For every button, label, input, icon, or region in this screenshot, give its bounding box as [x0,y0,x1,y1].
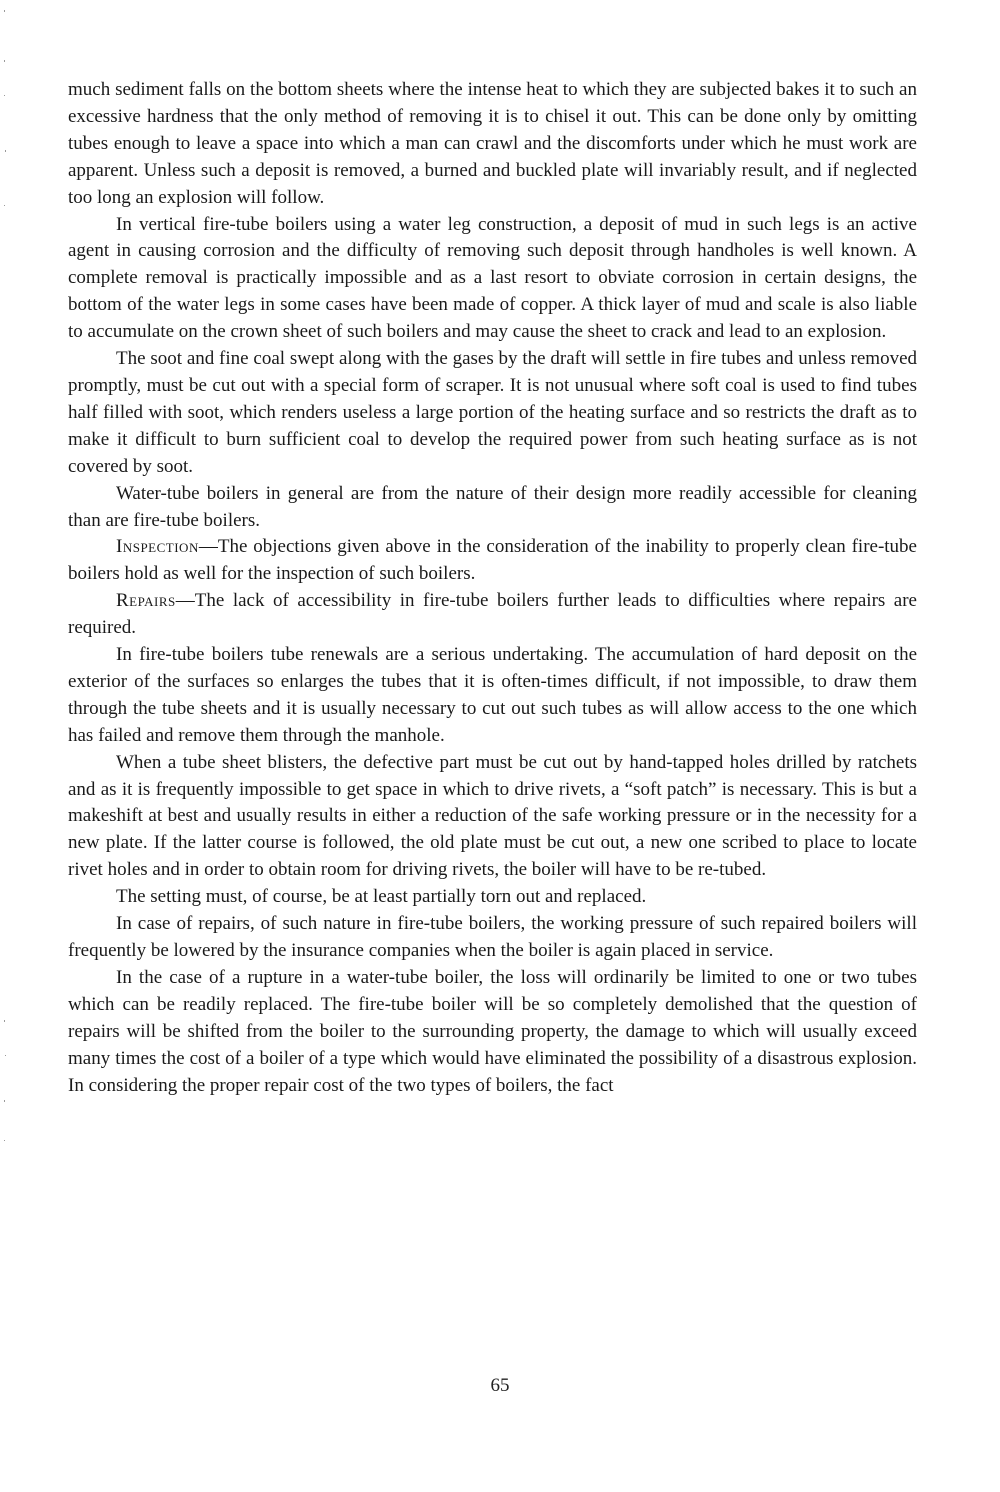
paragraph-text: The soot and fine coal swept along with the gases by the draft will settle in fire tubes and unless removed promptly, must be cut out with a special form of scraper. It is not unusual where soft coal is used to find tubes half filled with soot, which renders useless a large portion of the heating surface and so restricts the draft as to make it difficult to burn sufficient coal to develop the required power from such heating surface as is not covered by soot. [68,348,917,477]
paragraph-text: In the case of a rupture in a water-tube boiler, the loss will ordinarily be limited to one or two tubes which can be readily replaced. The fire-tube boiler will be so completely demolished that the question of repairs will be shifted from the boiler to the surrounding property, the damage to which will usually exceed many times the cost of a boiler of a type which would have eliminated the possibility of a disastrous explosion. In considering the proper repair cost of the two types of boilers, the fact [68,966,917,1096]
paragraph [68,481,917,535]
paragraph [68,911,917,965]
paragraph [68,965,917,1100]
paragraph [68,750,917,885]
paragraph [68,77,917,212]
section-heading-inspection: Inspection [116,536,199,558]
paragraph-text: In vertical fire-tube boilers using a water leg construction, a deposit of mud in such legs is an active agent in causing corrosion and the difficulty of removing such deposit through handholes is well known. A complete removal is practically impossible and as a last resort to obviate corrosion in certain designs, the bottom of the water legs in some cases have been made of copper. A thick layer of mud and scale is also liable to accumulate on the crown sheet of such boilers and may cause the sheet to crack and lead to an explosion. [68,213,917,343]
paragraph-text: much sediment falls on the bottom sheets where the intense heat to which they are subjected bakes it to such an excessive hardness that the only method of removing it is to chisel it out. This can be done only by omitting tubes enough to leave a space into which a man can crawl and the discomforts under which he must work are apparent. Unless such a deposit is removed, a burned and buckled plate will invariably result, and if neglected too long an explosion will follow. [68,79,917,208]
paragraph [68,212,917,347]
scan-edge-marks [2,0,8,1492]
paragraph-text: The setting must, of course, be at least partially torn out and replaced. [116,886,647,908]
body-text [68,77,917,1099]
paragraph-text: In fire-tube boilers tube renewals are a serious undertaking. The accumulation of hard deposit on the exterior of the surfaces so enlarges the tubes that it is often-times difficult, if not impossible, to draw them through the tube sheets and it is usually necessary to cut out such tubes as will allow access to the one which has failed and remove them through the manhole. [68,644,917,746]
paragraph [68,642,917,750]
paragraph [68,884,917,911]
section-heading-repairs: Repairs [116,590,176,612]
paragraph-text: In case of repairs, of such nature in fire-tube boilers, the working pressure of such repaired boilers will frequently be lowered by the insurance companies when the boiler is again placed in service. [68,913,917,961]
paragraph-text: —The objections given above in the consideration of the inability to properly clean fire-tube boilers hold as well for the inspection of such boilers. [68,536,917,585]
paragraph-repairs [68,588,917,642]
paragraph-text: —The lack of accessibility in fire-tube boilers further leads to difficulties where repairs are required. [68,590,917,639]
paragraph-text: When a tube sheet blisters, the defective part must be cut out by hand-tapped holes drilled by ratchets and as it is frequently impossible to get space in which to drive rivets, a “soft patch” is necessary. This is but a makeshift at best and usually results in either a reduction of the safe working pressure or in the necessity for a new plate. If the latter course is followed, the old plate must be cut out, a new one scribed to place to locate rivet holes and in order to obtain room for driving rivets, the boiler will have to be re-tubed. [68,751,917,881]
paragraph-inspection [68,534,917,588]
paragraph-text: Water-tube boilers in general are from the nature of their design more readily accessible for cleaning than are fire-tube boilers. [68,482,917,531]
page-number: 65 [490,1375,510,1396]
paragraph [68,346,917,481]
